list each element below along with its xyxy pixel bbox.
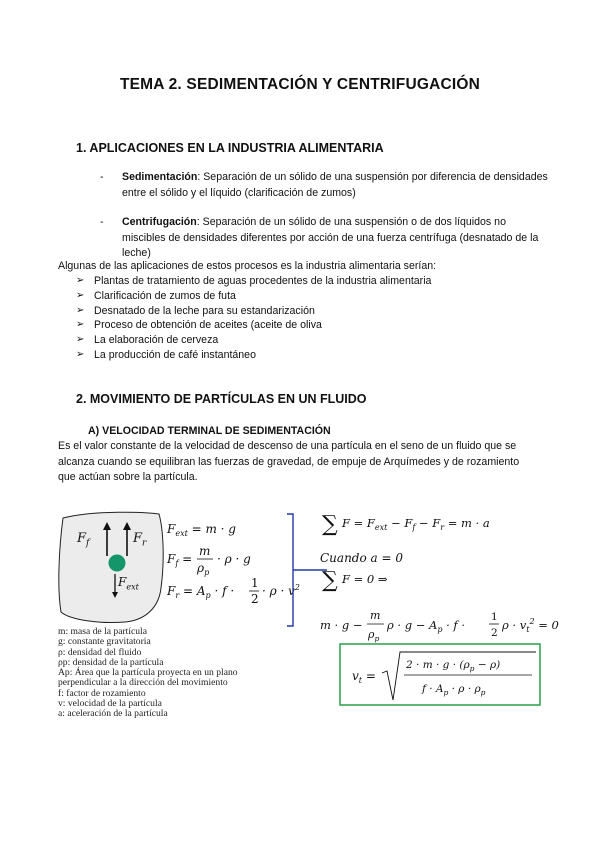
def-text: miscibles de densidades diferentes por acción de una fuerza centrífuga (desnatado de la: [122, 231, 539, 244]
legend-item: f: factor de rozamiento: [58, 687, 146, 699]
arrow-bullet-icon: ➢: [76, 275, 85, 286]
arrow-bullet-icon: ➢: [76, 334, 85, 346]
svg-text:F = Fext − Ff − Fr = m · a: $F = F_{ext} - F_f - F_r = m \cdot a$: [342, 516, 490, 532]
arrow-bullet-icon: ➢: [76, 289, 85, 301]
list-item: ➢ Proceso de obtención de aceites (aceite de oliva: [76, 319, 322, 332]
svg-text:Cuando a = 0: Cuando a = 0: [320, 551, 403, 565]
dash-marker: -: [100, 171, 104, 183]
svg-text:m: m: [370, 609, 381, 622]
svg-text:ρp: $\rho_p$: [197, 561, 210, 577]
svg-text:· ρ · g: · ρ · g: [217, 552, 251, 566]
page-title: TEMA 2. SEDIMENTACIÓN Y CENTRIFUGACIÓN: [119, 76, 481, 93]
dash-marker: -: [100, 216, 104, 228]
svg-text:∑: ∑: [322, 568, 338, 593]
legend-item: m: masa de la partícula: [58, 626, 147, 637]
svg-text:Fext = m · g: $F_{ext} = m \cdot g$: [167, 522, 236, 538]
svg-text:m · g −: m · g −: [320, 618, 363, 632]
variable-legend: [58, 627, 238, 720]
legend-item: v: velocidad de la partícula: [58, 698, 162, 710]
svg-text:2: 2: [491, 627, 498, 639]
list-item: ➢ La producción de café instantáneo: [76, 348, 256, 361]
equilibrium-equations: [318, 505, 559, 710]
svg-text:1: 1: [491, 611, 498, 623]
legend-item: g: constante gravitatoria: [58, 636, 151, 648]
def-text: : Separación de un sólido de una suspensión por diferencia de densidades: [197, 171, 548, 183]
svg-text:ρ · vt2 = 0: $\rho \cdot v_t^2 = 0$: [502, 617, 559, 634]
legend-item: a: aceleración de la partícula: [58, 708, 168, 720]
definition-centrifugacion: [100, 215, 570, 262]
svg-text:1: 1: [251, 576, 259, 590]
svg-text:Ff =: $F_f$ =: [167, 552, 193, 568]
arrow-bullet-icon: ➢: [76, 319, 85, 331]
def-text: : Separación de un sólido de una suspensión o de dos líquidos no: [196, 216, 506, 228]
arrow-bullet-icon: ➢: [76, 304, 85, 316]
list-item: ➢ La elaboración de cerveza: [76, 334, 219, 347]
section2-heading: 2. MOVIMIENTO DE PARTÍCULAS EN UN FLUIDO: [76, 392, 367, 406]
arrow-bullet-icon: ➢: [76, 348, 85, 360]
section1-heading: 1. APLICACIONES EN LA INDUSTRIA ALIMENTARIA: [76, 141, 384, 155]
label-fext: $F_{ext}$: [118, 575, 139, 592]
force-equations: [165, 515, 300, 607]
svg-text:F = 0 ⇒: F = 0 ⇒: [342, 572, 388, 586]
def-text: entre el sólido y el líquido (clarificación de zumos): [122, 186, 356, 199]
list-item: ➢ Clarificación de zumos de futa: [76, 289, 236, 302]
svg-text:ρ · g − Ap · f ·: $\rho \cdot g - A_p \cdot f$ ·: [387, 618, 466, 634]
legend-item: ρp: densidad de la partícula: [58, 656, 164, 668]
definition-sedimentacion: [100, 170, 560, 201]
particle: [109, 555, 126, 572]
def-text: leche): [122, 247, 151, 259]
list-item: ➢ Plantas de tratamiento de aguas procedentes de la industria alimentaria: [76, 275, 432, 287]
label-ff: $F_f$: [77, 531, 90, 549]
svg-text:vt =: $v_t$ =: [352, 669, 376, 685]
term: Centrifugación: [122, 216, 197, 228]
legend-item: Ap: Área que la partícula proyecta en un plano: [58, 667, 238, 679]
svg-text:m: m: [199, 544, 211, 558]
svg-text:f · Ap · ρ · ρp: $f \cdot A_p \cdot \rho \cdot \rho_p$: [422, 683, 486, 697]
svg-text:Fr = Ap · f ·: $F_r = A_p \cdot f$ ·: [167, 584, 235, 600]
svg-text:· ρ · v2: · $\rho \cdot v^2$: [262, 583, 300, 598]
legend-item: perpendicular a la dirección del movimiento: [58, 677, 228, 689]
svg-text:2 · m · g · (ρp − ρ): $2 \cdot m \cdot g \cdot (\rho_p - \rho)$: [406, 659, 501, 673]
section2-subheading: A) VELOCIDAD TERMINAL DE SEDIMENTACIÓN: [88, 425, 331, 437]
list-item: ➢ Desnatado de la leche para su estandarización: [76, 304, 315, 317]
legend-item: ρ: densidad del fluido: [58, 646, 142, 658]
svg-text:∑: ∑: [322, 512, 338, 537]
section2-paragraph: Es el valor constante de la velocidad de descenso de una partícula en el seno de un fluido que se alcanza cuando se equilibran las fuerzas de gravedad, de empuje de Arquímedes y de rozamiento que actúan sobre la partícula.: [58, 440, 520, 483]
term: Sedimentación: [122, 171, 198, 183]
applications-list: [76, 274, 431, 363]
svg-text:2: 2: [251, 592, 259, 606]
label-fr: $F_r$: [133, 531, 147, 549]
applications-intro: Algunas de las aplicaciones de estos procesos es la industria alimentaria serían:: [58, 260, 437, 272]
svg-text:ρp: $\rho_p$: [368, 628, 380, 643]
